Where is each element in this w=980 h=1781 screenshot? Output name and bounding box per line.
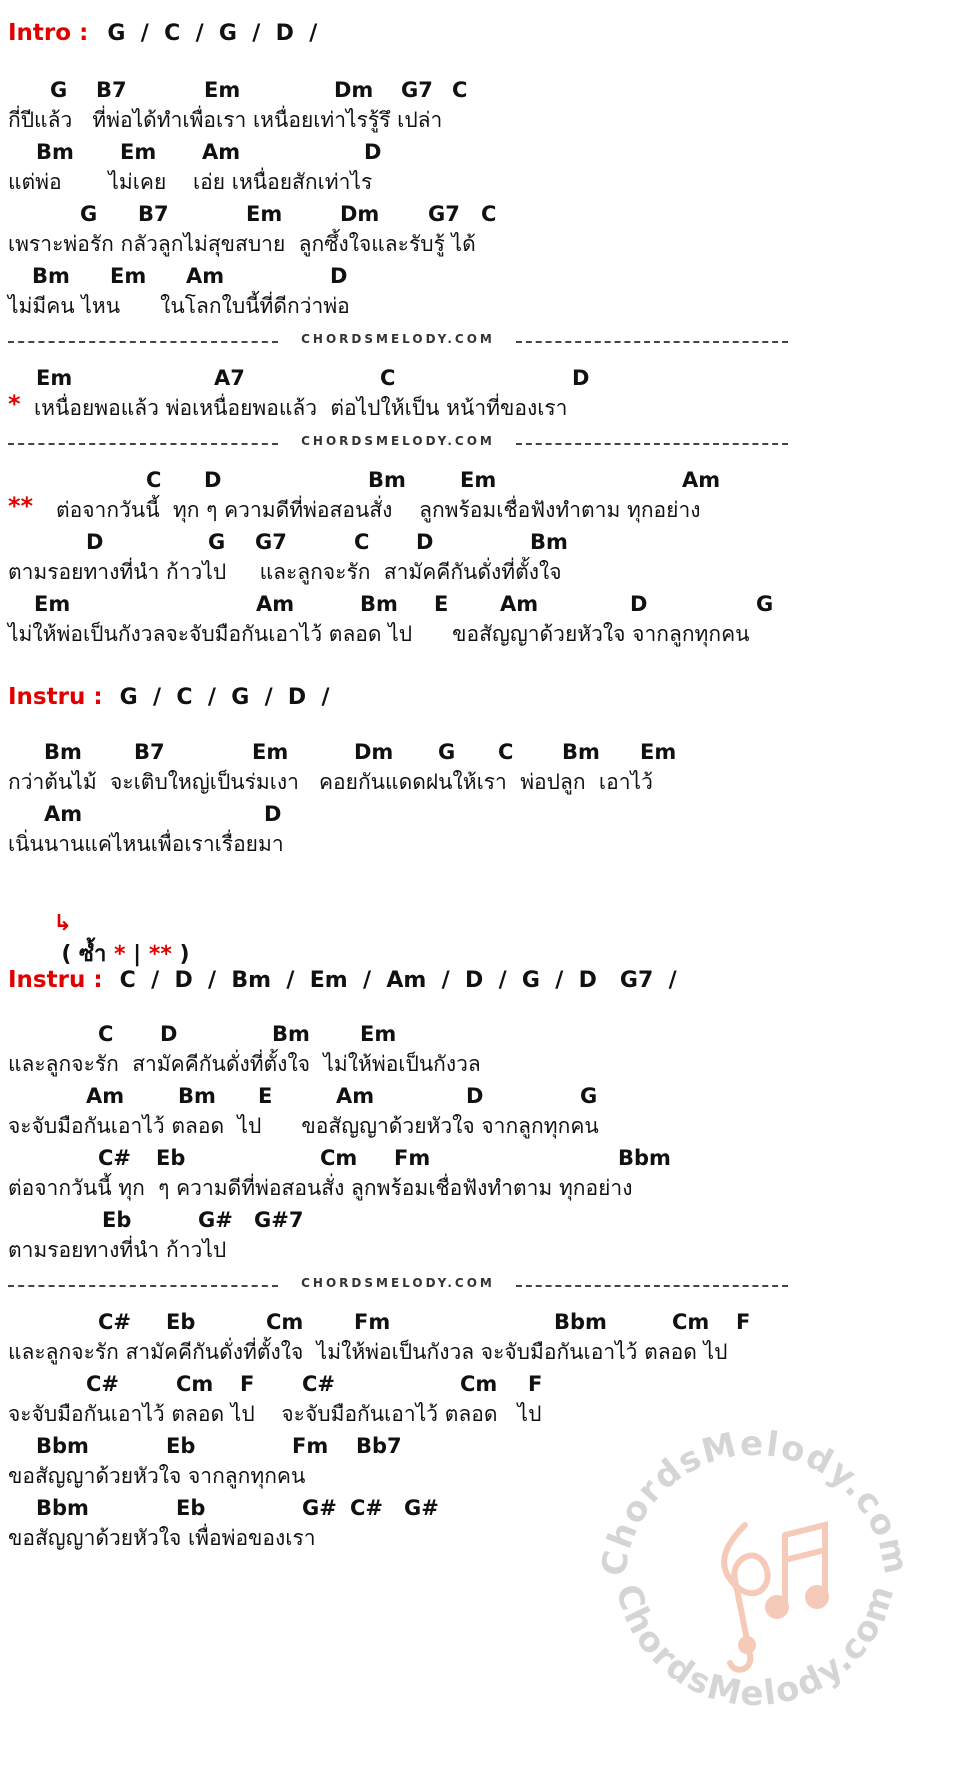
instru-label: Instru :	[8, 967, 103, 993]
chord: Dm	[334, 78, 374, 102]
chord: D	[572, 366, 590, 390]
chord: Cm	[266, 1310, 304, 1334]
lyric-line: ไม่ให้พ่อเป็นกังวลจะจับมือกันเอาไว้ ตลอด ไป ขอสัญญาด้วยหัวใจ จากลูกทุกคน	[8, 622, 750, 646]
chord: Eb	[166, 1434, 196, 1458]
chord: G7	[255, 530, 287, 554]
section-marker: *	[8, 390, 21, 418]
lyric-line: แต่พ่อ ไม่เคย เอ่ย เหนื่อยสักเท่าไร	[8, 170, 373, 194]
separator	[8, 434, 888, 454]
chord: Am	[336, 1084, 375, 1108]
chord: B7	[96, 78, 127, 102]
chord: F	[240, 1372, 255, 1396]
chord: C#	[350, 1496, 384, 1520]
chord: Em	[460, 468, 497, 492]
lyric-line: ตามรอยทางที่นำ ก้าวไป และลูกจะรัก สามัคคีกันดั่งที่ตั้งใจ	[8, 560, 562, 584]
chord: Bm	[530, 530, 568, 554]
lyric-line: และลูกจะรัก สามัคคีกันดั่งที่ตั้งใจ ไม่ให้พ่อเป็นกังวล จะจับมือกันเอาไว้ ตลอด ไป	[8, 1340, 728, 1364]
chord: G	[756, 592, 774, 616]
chord: Em	[360, 1022, 397, 1046]
chord: Am	[500, 592, 539, 616]
chord: E	[434, 592, 449, 616]
chord: Bm	[36, 140, 74, 164]
chord: Bm	[32, 264, 70, 288]
chord: Fm	[394, 1146, 431, 1170]
chord: Bbm	[618, 1146, 671, 1170]
chord: F	[528, 1372, 543, 1396]
chord: Em	[246, 202, 283, 226]
chord: Am	[86, 1084, 125, 1108]
repeat-instruction	[38, 886, 190, 971]
repeat-open: ( ซ้ำ	[61, 942, 114, 967]
chord: Bm	[360, 592, 398, 616]
chord: Cm	[320, 1146, 358, 1170]
chord: Bm	[562, 740, 600, 764]
chord: B7	[134, 740, 165, 764]
chord: G#	[198, 1208, 233, 1232]
chord: E	[258, 1084, 273, 1108]
svg-text:ChordsMelody.com: ChordsMelody.com	[607, 1579, 903, 1715]
chord: Fm	[354, 1310, 391, 1334]
chord: Am	[44, 802, 83, 826]
chord: Bbm	[554, 1310, 607, 1334]
lyric-line: เหนื่อยพอแล้ว พ่อเหนื่อยพอแล้ว ต่อไปให้เป็น หน้าที่ของเรา	[34, 396, 568, 420]
chord: Em	[120, 140, 157, 164]
separator-text: CHORDSMELODY.COM	[301, 332, 495, 346]
separator	[8, 1276, 888, 1296]
chord: Eb	[176, 1496, 206, 1520]
intro-progression: G / C / G / D /	[107, 21, 318, 46]
lyric-line: กี่ปีแล้ว ที่พ่อได้ทำเพื่อเรา เหนื่อยเท่าไรรู้รึ เปล่า	[8, 108, 443, 132]
chord: D	[630, 592, 648, 616]
chord: Bbm	[36, 1496, 89, 1520]
chord: D	[466, 1084, 484, 1108]
separator	[8, 332, 888, 352]
chord: G	[438, 740, 456, 764]
separator-text: CHORDSMELODY.COM	[301, 434, 495, 448]
chord: C	[498, 740, 514, 764]
chord: Dm	[354, 740, 394, 764]
chord: Em	[36, 366, 73, 390]
chord: G#7	[254, 1208, 304, 1232]
chord: Am	[682, 468, 721, 492]
repeat-star-single: *	[114, 942, 126, 967]
repeat-bar: |	[125, 942, 149, 967]
lyric-line: ต่อจากวันนี้ ทุก ๆ ความดีที่พ่อสอนสั่ง ลูกพร้อมเชื่อฟังทำตาม ทุกอย่าง	[8, 1176, 633, 1200]
repeat-close: )	[171, 942, 190, 967]
chord: Em	[34, 592, 71, 616]
lyric-line: เพราะพ่อรัก กลัวลูกไม่สุขสบาย ลูกซึ้งใจและรับรู้ ได้	[8, 232, 476, 256]
chord: Bb7	[356, 1434, 402, 1458]
chord: D	[416, 530, 434, 554]
chord: Am	[186, 264, 225, 288]
chord: G	[208, 530, 226, 554]
chord: Eb	[156, 1146, 186, 1170]
instru-label: Instru :	[8, 684, 103, 710]
chord: Em	[110, 264, 147, 288]
svg-text:ChordsMelody.com: ChordsMelody.com	[593, 1423, 917, 1580]
lyric-line: เนิ่นนานแค่ไหนเพื่อเราเรื่อยมา	[8, 832, 284, 856]
chord: Bm	[44, 740, 82, 764]
chord: D	[160, 1022, 178, 1046]
chord: Bbm	[36, 1434, 89, 1458]
instru-progression: G / C / G / D /	[119, 685, 330, 710]
chord: Em	[252, 740, 289, 764]
chord: Bm	[272, 1022, 310, 1046]
lyric-line: และลูกจะรัก สามัคคีกันดั่งที่ตั้งใจ ไม่ให้พ่อเป็นกังวล	[8, 1052, 481, 1076]
chord: D	[204, 468, 222, 492]
chord: Em	[640, 740, 677, 764]
chord: C	[146, 468, 162, 492]
chord: G7	[428, 202, 460, 226]
chord: C	[380, 366, 396, 390]
chord: G#	[404, 1496, 439, 1520]
lyric-line: จะจับมือกันเอาไว้ ตลอด ไป ขอสัญญาด้วยหัวใจ จากลูกทุกคน	[8, 1114, 599, 1138]
intro-label: Intro :	[8, 20, 89, 46]
chord: C	[481, 202, 497, 226]
chord: Fm	[292, 1434, 329, 1458]
chord: D	[86, 530, 104, 554]
chord: B7	[138, 202, 169, 226]
chord: Bm	[178, 1084, 216, 1108]
chord: Eb	[166, 1310, 196, 1334]
chord: Bm	[368, 468, 406, 492]
chord: Cm	[672, 1310, 710, 1334]
repeat-star-double: **	[148, 942, 172, 967]
lyric-line: ต่อจากวันนี้ ทุก ๆ ความดีที่พ่อสอนสั่ง ลูกพร้อมเชื่อฟังทำตาม ทุกอย่าง	[56, 498, 701, 522]
chord: Cm	[176, 1372, 214, 1396]
repeat-arrow-icon: ↳	[53, 911, 72, 936]
chord: D	[364, 140, 382, 164]
lyric-line: จะจับมือกันเอาไว้ ตลอด ไป จะจับมือกันเอาไว้ ตลอด ไป	[8, 1402, 542, 1426]
chord: Eb	[102, 1208, 132, 1232]
chord: G#	[302, 1496, 337, 1520]
chord: Dm	[340, 202, 380, 226]
chord: G	[80, 202, 98, 226]
chord: A7	[214, 366, 245, 390]
chord: G	[580, 1084, 598, 1108]
chord: D	[330, 264, 348, 288]
chord: C#	[86, 1372, 120, 1396]
chord: G7	[401, 78, 433, 102]
chord: C#	[98, 1146, 132, 1170]
separator-text: CHORDSMELODY.COM	[301, 1276, 495, 1290]
instru-progression: C / D / Bm / Em / Am / D / G / D G7 /	[119, 968, 677, 993]
chord: Am	[256, 592, 295, 616]
lyric-line: กว่าต้นไม้ จะเติบใหญ่เป็นร่มเงา คอยกันแดดฝนให้เรา พ่อปลูก เอาไว้	[8, 770, 653, 794]
chord: D	[264, 802, 282, 826]
chord: C	[98, 1022, 114, 1046]
lyric-line: ขอสัญญาด้วยหัวใจ เพื่อพ่อของเรา	[8, 1526, 316, 1550]
instru-row	[8, 684, 330, 710]
chord: F	[736, 1310, 751, 1334]
chord: Cm	[460, 1372, 498, 1396]
chordsmelody-logo-icon	[585, 1395, 925, 1735]
chord: C	[354, 530, 370, 554]
chord: C#	[98, 1310, 132, 1334]
chord: Am	[202, 140, 241, 164]
lyric-line: ไม่มีคน ไหน ในโลกใบนี้ที่ดีกว่าพ่อ	[8, 294, 350, 318]
watermark-logo	[585, 1395, 925, 1735]
chord: C	[452, 78, 468, 102]
section-marker: **	[8, 492, 34, 520]
lyric-line: ขอสัญญาด้วยหัวใจ จากลูกทุกคน	[8, 1464, 306, 1488]
lyric-line: ตามรอยทางที่นำ ก้าวไป	[8, 1238, 227, 1262]
intro-row	[8, 20, 317, 46]
chord: C#	[302, 1372, 336, 1396]
chord: G	[50, 78, 68, 102]
instru-row	[8, 967, 677, 993]
chord: Em	[204, 78, 241, 102]
